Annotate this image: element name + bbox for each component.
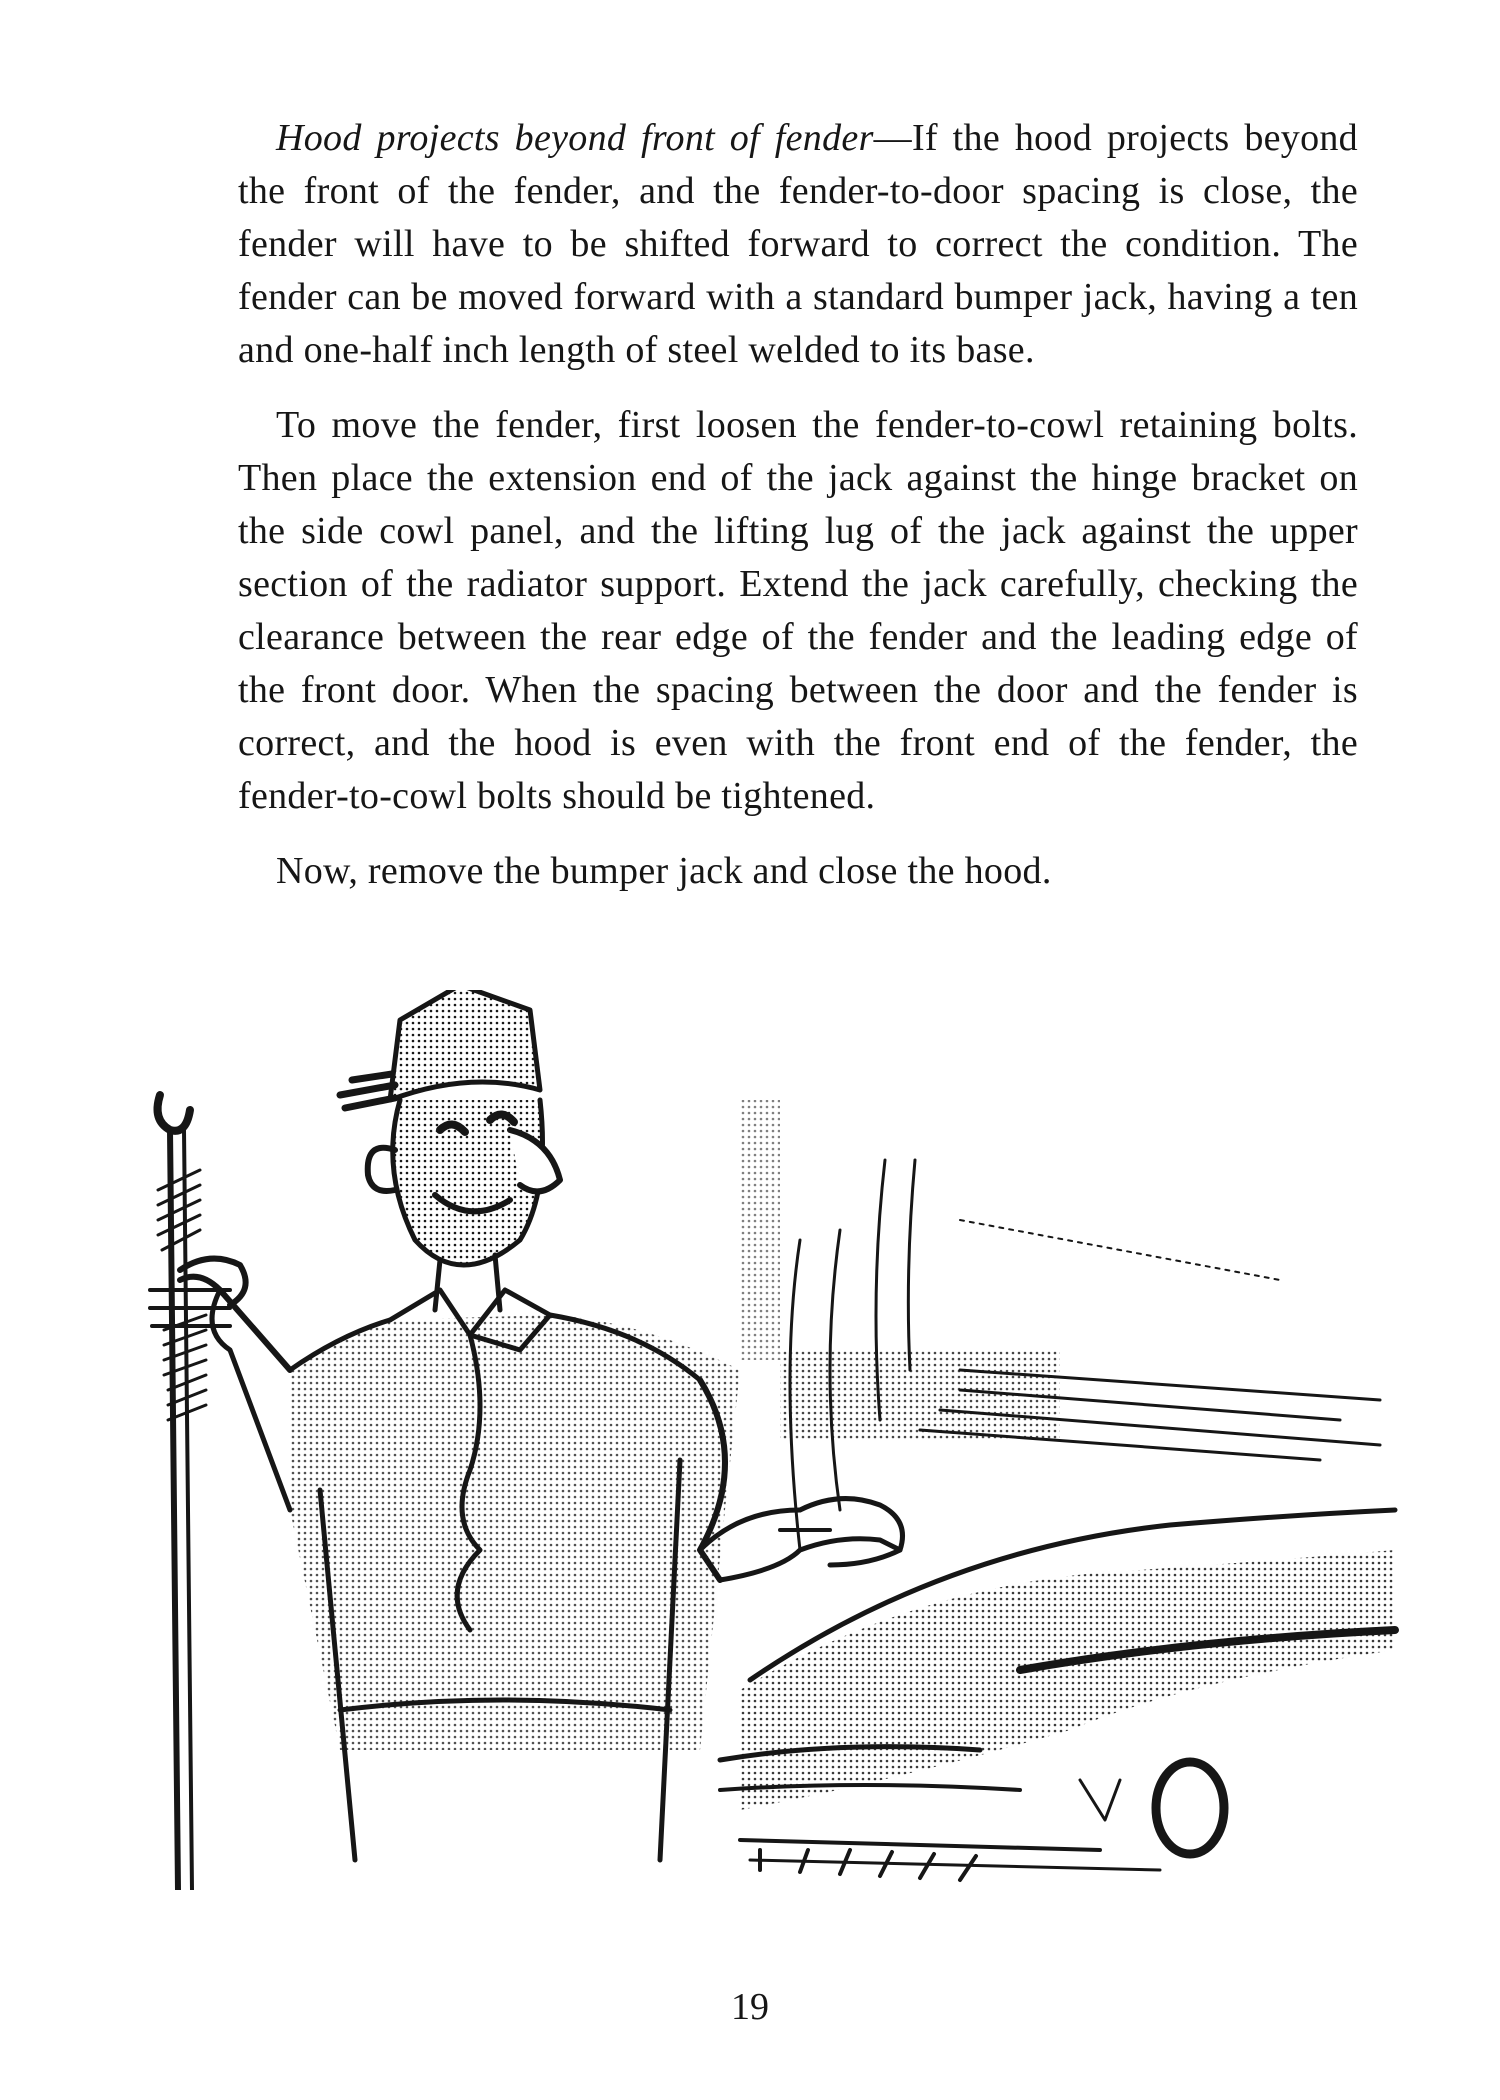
paragraph-body: If the hood projects beyond the front of the fender, and the fender-to-door spacing is close, the fender will have to be shifted forward to correct the condition. The fender can be moved forward with a standard bumper jack, having a ten and one-half inch length of steel welded to its base. bbox=[238, 117, 1358, 371]
body-text bbox=[238, 112, 1358, 920]
lead-separator: — bbox=[873, 117, 912, 159]
page-number: 19 bbox=[731, 1986, 769, 2028]
paragraph-lead: Hood projects beyond front of fender bbox=[276, 117, 874, 159]
paragraph-move-fender bbox=[238, 399, 1358, 823]
mechanic-with-jack-illustration bbox=[140, 990, 1400, 1890]
paragraph-remove-jack bbox=[238, 845, 1358, 898]
bumper-jack bbox=[150, 1095, 230, 1890]
paragraph-body: Now, remove the bumper jack and close the hood. bbox=[276, 850, 1052, 892]
paragraph-body: To move the fender, first loosen the fender-to-cowl retaining bolts. Then place the extension end of the jack against the hinge bracket on the side cowl panel, and the lifting lug of the jack against the upper section of the radiator support. Extend the jack carefully, checking the clearance between the rear edge of the fender and the leading edge of the front door. When the spacing between the door and the fender is correct, and the hood is even with the front end of the fender, the fender-to-cowl bolts should be tightened. bbox=[238, 404, 1358, 817]
paragraph-hood-projects bbox=[238, 112, 1358, 377]
